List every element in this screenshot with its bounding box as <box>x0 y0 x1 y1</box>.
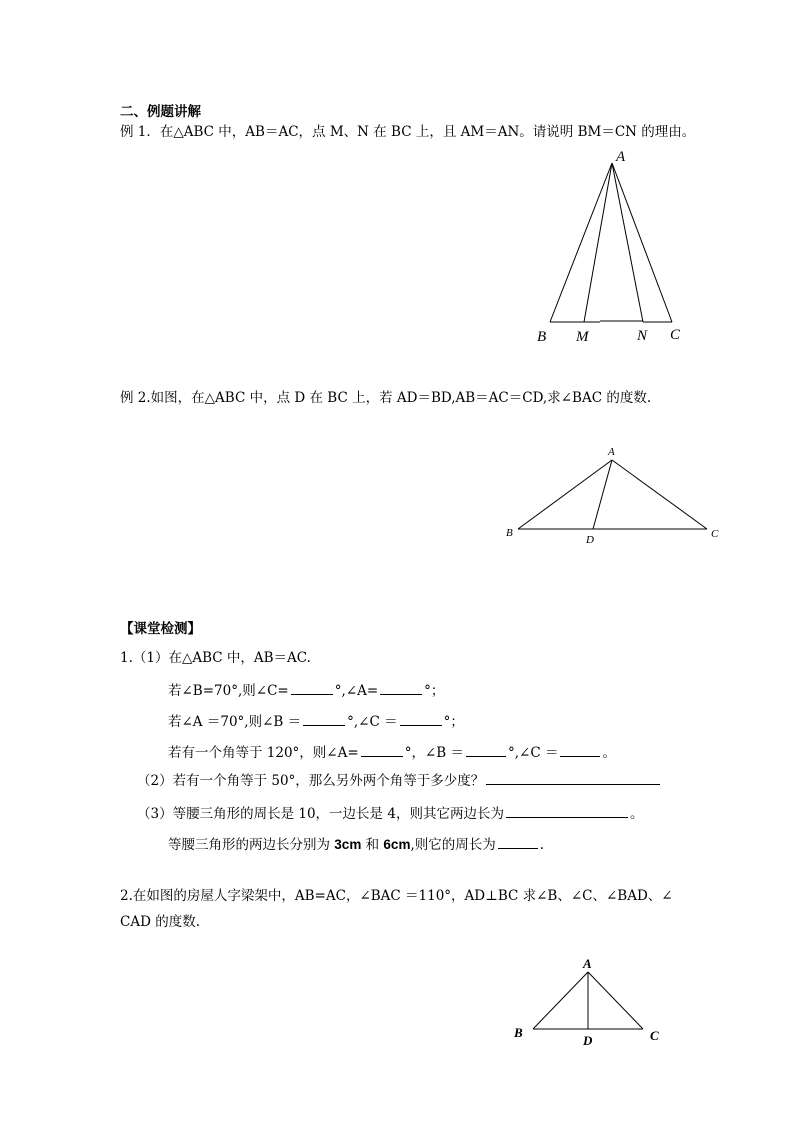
q1-b-text-2: °,∠C ＝ <box>347 714 398 730</box>
q1-3b-text-5: ,则它的周长为 <box>410 837 496 853</box>
fig3-label-c: C <box>650 1028 659 1043</box>
q1-3b-value-2: 6cm <box>383 837 411 852</box>
q2-line-1: 2.在如图的房屋人字梁架中，AB=AC，∠BAC ＝110°，AD⊥BC 求∠B、∠C、∠BAD、∠ <box>120 888 673 904</box>
q1-3b-text-1: 等腰三角形的两边长分别为 <box>168 837 335 853</box>
fig1-label-a: A <box>616 149 626 165</box>
q1-2-text: （2）若有一个角等于 50°，那么另外两个角等于多少度？ <box>137 773 485 789</box>
q1-c-text-1: 若有一个角等于 120°，则∠A= <box>168 745 359 761</box>
fig1-label-c: C <box>670 327 681 343</box>
fig2-label-b: B <box>506 527 513 539</box>
q2-line-2: CAD 的度数. <box>120 914 200 930</box>
q1-c-text-2: °，∠B ＝ <box>404 745 464 761</box>
fig3-label-b: B <box>514 1025 523 1040</box>
example-2-text: 例 2.如图，在△ABC 中，点 D 在 BC 上，若 AD＝BD,AB＝AC＝CD,求∠BAC 的度数. <box>120 390 652 406</box>
q1-3b-text-6: . <box>539 837 545 853</box>
q1-a-text-2: °,∠A= <box>334 683 379 699</box>
fig1-label-n: N <box>637 328 648 344</box>
q1-intro: 1.（1）在△ABC 中，AB＝AC. <box>120 650 311 666</box>
q1-c-text-3: °,∠C ＝ <box>507 745 559 761</box>
fig3-label-a: A <box>583 956 592 971</box>
q1-b-text-3: °； <box>443 714 464 730</box>
fig2-label-d: D <box>586 534 594 546</box>
q1-3-text-1: （3）等腰三角形的周长是 10，一边长是 4，则其它两边长为 <box>137 806 504 822</box>
q1-3b-value-1: 3cm <box>334 837 362 852</box>
example-1-text: 例 1．在△ABC 中，AB＝AC，点 M、N 在 BC 上，且 AM＝AN。请说明 BM＝CN 的理由。 <box>120 124 696 140</box>
q1-a-text-1: 若∠B=70°,则∠C= <box>168 683 289 699</box>
fig3-label-d: D <box>583 1033 593 1048</box>
q1-c-text-4: 。 <box>602 745 616 761</box>
fig2-label-a: A <box>608 446 615 458</box>
q1-a-text-3: °； <box>424 683 445 699</box>
q1-b-text-1: 若∠A ＝70°,则∠B ＝ <box>168 714 302 730</box>
fig3-side-ab <box>533 972 588 1029</box>
fig2-label-c: C <box>711 528 719 540</box>
fig1-label-b: B <box>537 329 547 345</box>
check-title: 【课堂检测】 <box>120 621 201 637</box>
q1-3-text-2: 。 <box>629 806 644 822</box>
section-title: 二、例题讲解 <box>120 104 201 120</box>
fig1-label-m: M <box>576 329 589 345</box>
q1-3b-text-3: 和 <box>361 837 384 853</box>
fig3-side-ac <box>588 972 643 1029</box>
